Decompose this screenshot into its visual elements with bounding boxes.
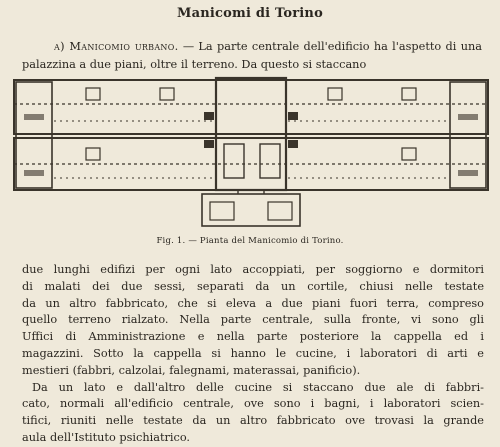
page-heading: Manicomi di Torino — [177, 6, 323, 21]
body-line: magazzini. Sotto la cappella si hanno le cucine, i laboratori di arti e — [22, 346, 484, 360]
body-line: tifici, riuniti nelle testate da un altro fabbricato ove trovasi la grande — [22, 414, 484, 428]
body-line: Uffici di Amministrazione e nella parte posteriore la cappella ed i — [22, 330, 484, 344]
figure-caption: Fig. 1. — Pianta del Manicomio di Torino. — [156, 236, 344, 246]
body-line: da un altro fabbricato, che si eleva a due piani fuori terra, compreso — [22, 296, 484, 310]
section-label: a) Manicomio urbano. — [54, 40, 179, 53]
body-line: aula dell'Istituto psichiatrico. — [22, 430, 191, 444]
intro-paragraph — [22, 38, 482, 74]
body-line: due lunghi edifizi per ogni lato accoppiati, per soggiorno e dormitori — [22, 263, 484, 276]
floor-plan-figure — [10, 74, 492, 234]
body-line: mestieri (fabbri, calzolai, falegnami, materassai, panificio). — [22, 363, 361, 377]
plan-upper-wing — [14, 80, 488, 134]
body-line: Da un lato e dall'altro delle cucine si staccano due ale di fabbri- — [32, 380, 484, 394]
body-line: di malati dei due sessi, separati da un cortile, chiusi nelle testate — [22, 279, 484, 293]
intro-text: — La parte centrale dell'edificio ha l'aspetto di una palazzina a due piani, oltre il terreno. Da questo si staccano — [22, 40, 482, 71]
body-line: quello terreno rialzato. Nella parte centrale, sulla fronte, vi sono gli — [22, 313, 484, 327]
plan-rear-wing — [202, 194, 300, 226]
body-line: cato, normali all'edificio centrale, ove sono i bagni, i laboratori scien- — [22, 397, 484, 411]
body-paragraph — [22, 262, 484, 447]
